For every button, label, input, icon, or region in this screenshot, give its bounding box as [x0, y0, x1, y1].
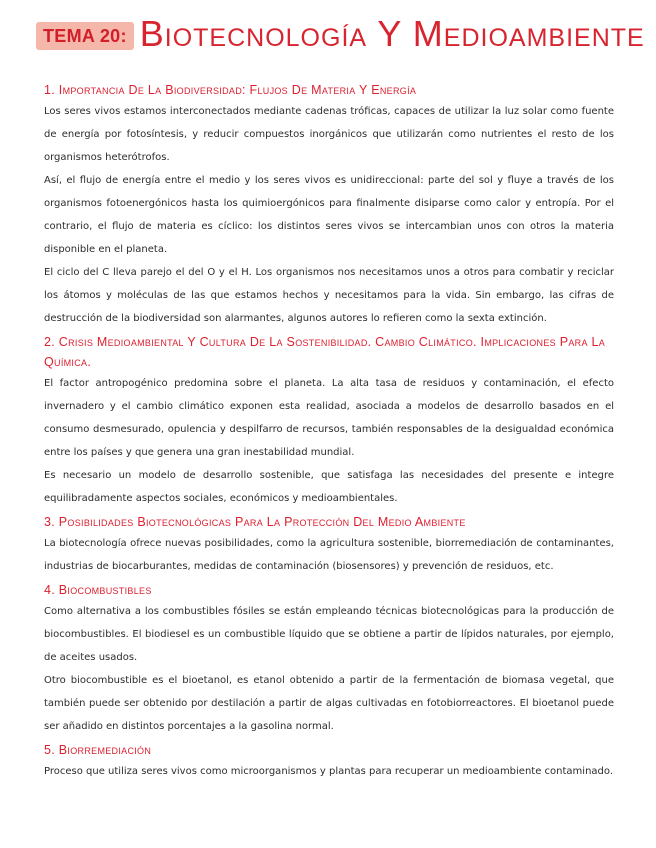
section-2	[44, 332, 614, 510]
paragraph: El ciclo del C lleva parejo el del O y el H. Los organismos nos necesitamos unos a otros para combatir y reciclar los átomos y moléculas de las que estamos hechos y necesitamos para la vida. Sin embargo, las cifras de destrucción de la biodiversidad son alarmantes, algunos autores lo refieren como la sexta extinción.	[44, 267, 614, 324]
paragraph: Los seres vivos estamos interconectados mediante cadenas tróficas, capaces de utilizar la luz solar como fuente de energía por fotosíntesis, y reducir compuestos inorgánicos que utilizarán como nutrientes el resto de los organismos heterótrofos.	[44, 106, 614, 163]
section-heading: 2. Crisis Medioambiental Y Cultura De La Sostenibilidad. Cambio Climático. Implicaciones Para La Química.	[44, 335, 606, 369]
section-heading: 4. Biocombustibles	[44, 583, 152, 597]
section-5	[44, 740, 614, 783]
section-3	[44, 512, 614, 578]
section-4	[44, 580, 614, 738]
page-title: Biotecnología Y Medioambiente	[139, 13, 645, 54]
paragraph: Así, el flujo de energía entre el medio y los seres vivos es unidireccional: parte del sol y fluye a través de los organismos fotoenergónicos hasta los quimioergónicos para finalmente disiparse como calor y entropía. Por el contrario, el flujo de materia es cíclico: los distintos seres vivos se intercambian unos con otros la materia disponible en el planeta.	[44, 175, 614, 255]
paragraph: El factor antropogénico predomina sobre el planeta. La alta tasa de residuos y contaminación, el efecto invernadero y el cambio climático exponen esta realidad, asociada a modelos de desarrollo basados en el consumo desmesurado, opulencia y despilfarro de recursos, también responsables de la desigualdad económica entre los países y que genera una gran inestabilidad mundial.	[44, 378, 614, 458]
title-row	[36, 14, 645, 54]
section-heading: 1. Importancia De La Biodiversidad: Flujos De Materia Y Energía	[44, 83, 417, 97]
paragraph: La biotecnología ofrece nuevas posibilidades, como la agricultura sostenible, biorremediación de contaminantes, industrias de biocarburantes, medidas de contaminación (biosensores) y prevención de residuos, etc.	[44, 538, 614, 572]
section-heading: 5. Biorremediación	[44, 743, 152, 757]
paragraph: Proceso que utiliza seres vivos como microorganismos y plantas para recuperar un medioambiente contaminado.	[44, 766, 614, 777]
notes-content	[44, 80, 614, 783]
topic-tag: TEMA 20:	[36, 22, 134, 50]
section-heading: 3. Posibilidades Biotecnológicas Para La Protección Del Medio Ambiente	[44, 515, 466, 529]
paragraph: Como alternativa a los combustibles fósiles se están empleando técnicas biotecnológicas para la producción de biocombustibles. El biodiesel es un combustible líquido que se obtiene a partir de lípidos naturales, por ejemplo, de aceites usados.	[44, 606, 614, 663]
paragraph: Otro biocombustible es el bioetanol, es etanol obtenido a partir de la fermentación de biomasa vegetal, que también puede ser obtenido por destilación a partir de algas cultivadas en fotobiorreactores. El bioetanol puede ser añadido en distintos porcentajes a la gasolina normal.	[44, 675, 614, 732]
paragraph: Es necesario un modelo de desarrollo sostenible, que satisfaga las necesidades del presente e integre equilibradamente aspectos sociales, económicos y medioambientales.	[44, 470, 614, 504]
section-1	[44, 80, 614, 330]
